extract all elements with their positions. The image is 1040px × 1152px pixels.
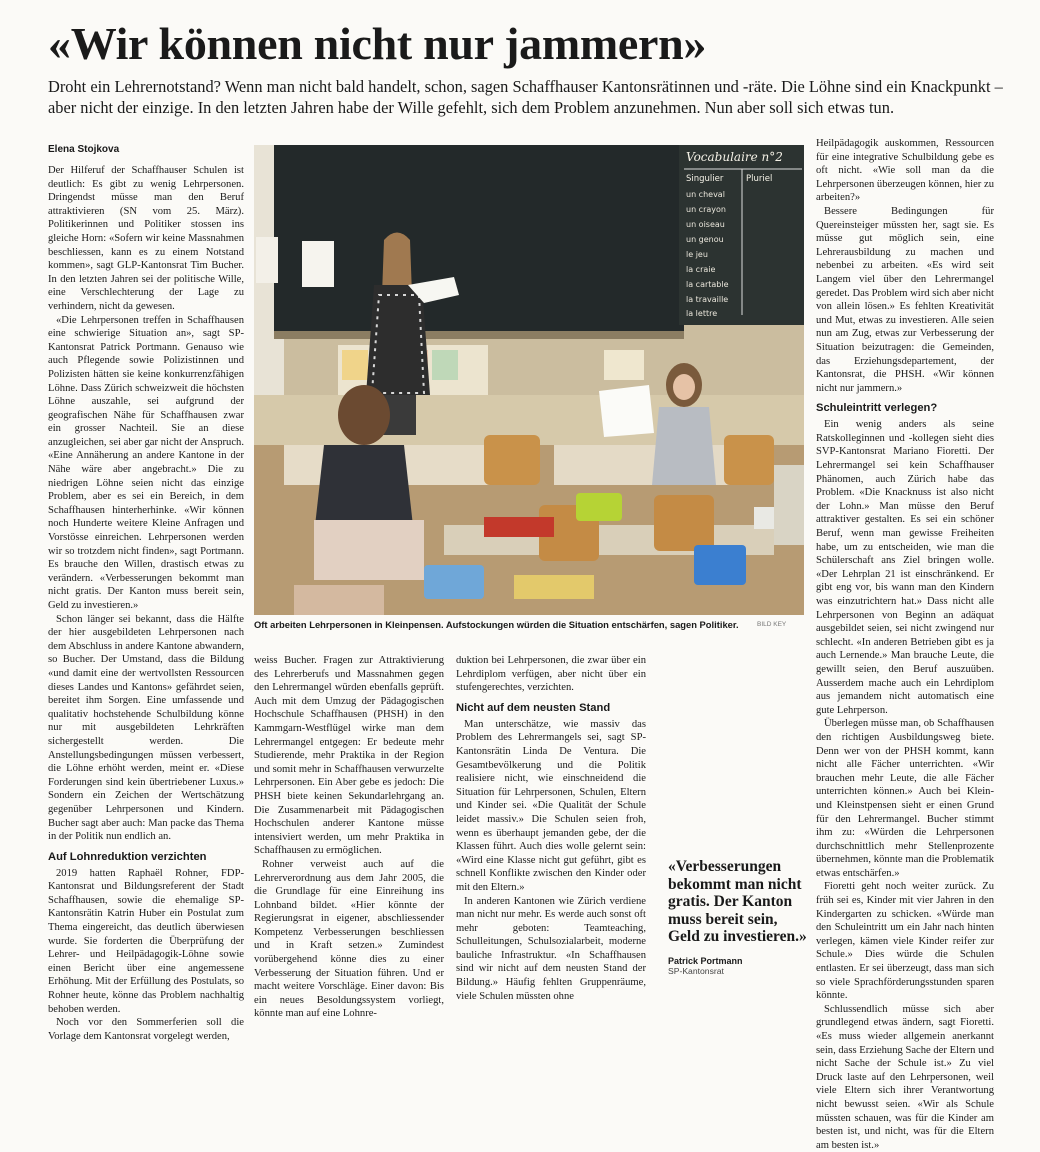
- paragraph: Schon länger sei bekannt, dass die Hälfte der hier ausgebildeten Lehrpersonen nach dem Abschluss in andere Kantone abwandern, so Bucher. Der Umstand, dass die Bildung «und damit eine der wertvollsten Ressourcen dieses Landes und Kantons» gefährdet seien, bereitet ihm Sorgen. Eine umfassende und qualitativ hochstehende Schulbildung könne nur mit ausgebildeten Lehrkräften sichergestellt werden. Die Anstellungsbedingungen müssen verbessert, die Löhne erhöht werden, meint er. «Diese Forderungen sind kein übertriebener Luxus.» Sondern ein Zeichen der Wertschätzung gegenüber Lehrpersonen und Kindern. Bucher sagt aber auch: Man packe das Thema in der Politik nun endlich an.: [48, 613, 244, 843]
- column-4: [816, 137, 994, 1151]
- subheading-neusten-stand: Nicht auf dem neusten Stand: [456, 701, 611, 714]
- column-2: [254, 654, 444, 1020]
- board-word: la travaille: [686, 295, 729, 304]
- paragraph: duktion bei Lehrpersonen, die zwar über ein Lehrdiplom verfügen, aber nicht über ein stufengerechtes, verzichten.: [456, 655, 646, 694]
- paragraph: Noch vor den Sommerferien soll die Vorlage dem Kantonsrat vorgelegt werden,: [48, 1017, 244, 1042]
- paragraph: «Die Lehrpersonen treffen in Schaffhausen eine schwierige Situation an», sagt SP-Kantonsrat Patrick Portmann. Genauso wie auch Pflegende sowie Polizistinnen und Polizisten hätten sie keine konkurrenzfähigen Löhne. Dass Zürich schweizweit die höchsten Löhne auszahle, sei aufgrund der geografischen Nähe für Schaffhausen zwar ein grosser Nachteil. Sie an diese anzugleichen, sei aber gar nicht der Anspruch. «Eine Annäherung an andere Kantone in der Nähe wäre aber angebracht.» Die zu niedrigen Löhne seien nicht das einzige Problem, aber es sei ein Bereich, in dem Schaffhausen hinterherhinke. «Wir können noch Hunderte weitere Kleine Anfragen und Vorstösse einreichen. Lehrpersonen werden wir so trotzdem nicht finden», sagt Portmann. Es brauche den Willen, drastisch etwas zu verändern. «Verbesserungen bekommt man nicht gratis. Der Kanton muss bereit sein, Geld zu investieren.»: [48, 314, 244, 611]
- board-word: un oiseau: [686, 220, 725, 229]
- pull-quote-text: «Verbesserungen bekommt man nicht gratis. Der Kanton muss bereit sein, Geld zu investieren.»: [668, 858, 807, 946]
- pull-quote-name: Patrick Portmann: [668, 955, 743, 966]
- board-word: un genou: [686, 235, 724, 244]
- board-word: la craie: [686, 265, 716, 274]
- board-word: la lettre: [686, 309, 718, 318]
- board-header-singular: Singulier: [686, 174, 724, 184]
- paragraph: Bessere Bedingungen für Quereinsteiger müssten her, sagt sie. Es müsse gut möglich sein, eine Lehrerausbildung zu machen und nebenbei zu arbeiten. «Es wird seit Langem viel über den Lehrermangel geredet. Das Problem wird sich aber nicht von allein lösen.» Es fehlten Kreativität und Mut, etwas zu investieren. Alle seien nun am Zug, etwas zur Verbesserung der Situation beizutragen: die Gemeinden, das Erziehungsdepartement, der Kantonsrat, die PHSH. «Wir können nicht nur jammern.»: [816, 205, 994, 394]
- paragraph: Man unterschätze, wie massiv das Problem des Lehrermangels sei, sagt SP-Kantonsrätin Linda De Ventura. Die Gesamtbevölkerung und die Politik realisiere nicht, wie einschneidend die Situation für Lehrpersonen, Schulen, Eltern und Kinder sei. «Die Qualität der Schule leidet massiv.» Die Schulen seien froh, wenn es überhaupt jemanden gebe, der die Klassen führt. Auch dies wolle gelernt sein: «Wird eine Klasse nicht gut geführt, gibt es schnell Konflikte zwischen den Kinder oder mit den Eltern.»: [456, 718, 646, 893]
- paragraph: Schlussendlich müsse sich aber grundlegend etwas ändern, sagt Fioretti. «Es muss wieder allgemein anerkannt sein, dass Erziehung Sache der Eltern und nicht Sache der Schule ist.» Zu viel Druck laste auf den Lehrpersonen, weil viele Eltern sich ihrer Verantwortung nicht bewusst seien. «Wir als Schule müssten schauen, was für die Kinder am besten ist, und nicht, was für die Eltern am besten ist.»: [816, 1003, 994, 1151]
- board-word: un crayon: [686, 205, 726, 214]
- paragraph: Überlegen müsse man, ob Schaffhausen den richtigen Ausbildungsweg biete. Denn wer von der PHSH kommt, kann nicht alle Fächer unterrichten. «Wir brauchen mehr Leute, die alle Fächer unterrichten können.» Auch bei Klein- und Kleinstpensen sieht er einen Grund für den Lehrermangel. Bucher stimmt ihm zu: «Würden die Lehrpersonen durchschnittlich mehr Stellenprozente übernehmen, könnte man die Problematik etwas entschärfen.»: [816, 718, 994, 879]
- paragraph: Ein wenig anders als seine Ratskolleginnen und -kollegen sieht dies SVP-Kantonsrat Mariano Fioretti. Der Lehrermangel sei kein Schaffhauser Phänomen, auch Zürich habe das Problem. «Die Knacknuss ist also nicht der Lohn.» Man müsse den Beruf attraktiver gestalten. Es sei ein schöner Beruf, wenn man gewisse Freiheiten habe, um zu entscheiden, wie man die Schülerschaft ans Ziel bringen wolle. «Der Lehrplan 21 ist einschränkend. Er gibt eng vor, bis wann man den Kindern was einzutrichtern hat.» Dass nicht alle Lehrpersonen von Beginn an adäquat ausgebildet seien, sei nicht zwingend nur schlecht. «In anderen Betrieben gibt es ja auch Lernende.» Man brauche Leute, die gewillt seien, den Beruf auszuüben. Ausserdem mache auch ein Lehrdiplom aus jemandem nicht automatisch eine gute Lehrperson.: [816, 419, 994, 716]
- lead-paragraph: Droht ein Lehrernotstand? Wenn man nicht bald handelt, schon, sagen Schaffhauser Kantonsrätinnen und -räte. Die Löhne sind ein Knackpunkt – aber nicht der einzige. In den letzten Jahren habe der Wille gefehlt, sich dem Problem anzunehmen. Nun aber soll sich etwas tun.: [48, 77, 1003, 117]
- paragraph: Rohner verweist auch auf die Lehrerverordnung aus dem Jahr 2005, die die Grundlage für eine Einreihung ins Lohnband bildet. «Hier könnte der Regierungsrat in eigener, abschliessender Kompetenz Verbesserungen beschliessen und in Kraft setzen.» Zumindest vorübergehend könne dies zu einer Verbesserung der Situation führen. Und er macht weitere Vorschläge. Einer davon: Bis ein neues Besoldungssystem vorliegt, könnte man auf eine Lohnre-: [254, 858, 444, 1020]
- board-word: le jeu: [686, 250, 708, 259]
- pull-quote: [668, 858, 808, 976]
- pull-quote-role: SP-Kantonsrat: [668, 965, 724, 976]
- subheading-schuleintritt: Schuleintritt verlegen?: [816, 402, 938, 415]
- byline: Elena Stojkova: [48, 144, 120, 155]
- paragraph: Der Hilferuf der Schaffhauser Schulen ist deutlich: Es gibt zu wenig Lehrpersonen. Dringendst müsse man den Beruf attraktivieren (SN vom 25. März). Politikerinnen und Politiker stossen ins gleiche Horn: «Sofern wir keine Massnahmen beschliessen, kann es zu einem Notstand kommen», sagt GLP-Kantonsrat Tim Bucher. In den letzten Jahren sei der politische Wille, eine Verschlechterung der Lage zu verhindern, nicht da gewesen.: [48, 165, 244, 312]
- paragraph: weiss Bucher. Fragen zur Attraktivierung des Lehrerberufs und Massnahmen gegen den Lehrermangel würden ebenfalls geprüft. Auch mit dem Umzug der Pädagogischen Hochschule Schaffhausen (PHSH) in den Kammgarn-Westflügel wirke man dem Lehrermangel entgegen: Er bedeute mehr Studierende, mehr Praktika in der Region und somit mehr in Schaffhausen verwurzelte Lehrpersonen. Ein Aber gebe es jedoch: Die PHSH biete keinen Sekundarlehrgang an. Die Zusammenarbeit mit Pädagogischen Hochschulen anderer Kantone müsse intensiviert werden, um mehr Praktika in Schaffhausen zu ermöglichen.: [254, 655, 444, 857]
- photo-caption: Oft arbeiten Lehrpersonen in Kleinpensen. Aufstockungen würden die Situation entschärfen, sagen Politiker.: [254, 619, 739, 630]
- photo-credit: BILD KEY: [757, 621, 787, 628]
- classroom-photo: [254, 145, 804, 615]
- board-word: la cartable: [686, 280, 729, 289]
- paragraph: Fioretti geht noch weiter zurück. Zu früh sei es, Kinder mit vier Jahren in den Kindergarten zu schicken. «Würde man den Schuleintritt um ein Jahr nach hinten verlegen, kämen viele Kinder reifer zur Schule.» Dies würde die Schulen entlasten. Er sei überzeugt, dass man sich so viele Sprachförderungsstunden sparen könnte.: [816, 881, 994, 1002]
- column-1: [48, 164, 244, 1042]
- subheading-lohnreduktion: Auf Lohnreduktion verzichten: [48, 850, 207, 863]
- board-title: Vocabulaire n°2: [686, 150, 783, 164]
- headline: «Wir können nicht nur jammern»: [48, 18, 707, 69]
- paragraph: In anderen Kantonen wie Zürich verdiene man nicht nur mehr. Es werde auch sonst oft mehr geboten: Teamteaching, Schulleitungen, Schulsozialarbeit, moderne bauliche Infrastruktur. «In Schaffhausen sind wir nicht auf dem neusten Stand der Bildung.» Häufig fehlten Gruppenräume, viele Schulen müssten ohne: [456, 895, 646, 1002]
- paragraph: 2019 hatten Raphaël Rohner, FDP-Kantonsrat und Bildungsreferent der Stadt Schaffhausen, sowie die ehemalige SP-Kantonsrätin Katrin Huber ein Postulat zum Thema eingereicht, das deutlich überwiesen wurde. Sie forderten die Überprüfung der Lehrer- und Heilpädagogik-Löhne sowie einen Bericht über eine angemessene Erhöhung. Mit der Erfüllung des Postulats, so Rohner heute, könne das Problem nachhaltig behoben werden.: [48, 867, 244, 1015]
- column-3: [456, 654, 646, 1002]
- paragraph: Heilpädagogik auskommen, Ressourcen für eine integrative Schulbildung gebe es oft nicht. «Wie soll man da die Lehrpersonen überzeugen können, hier zu arbeiten?»: [816, 138, 994, 204]
- board-header-plural: Pluriel: [746, 174, 773, 184]
- board-word: un cheval: [686, 190, 725, 199]
